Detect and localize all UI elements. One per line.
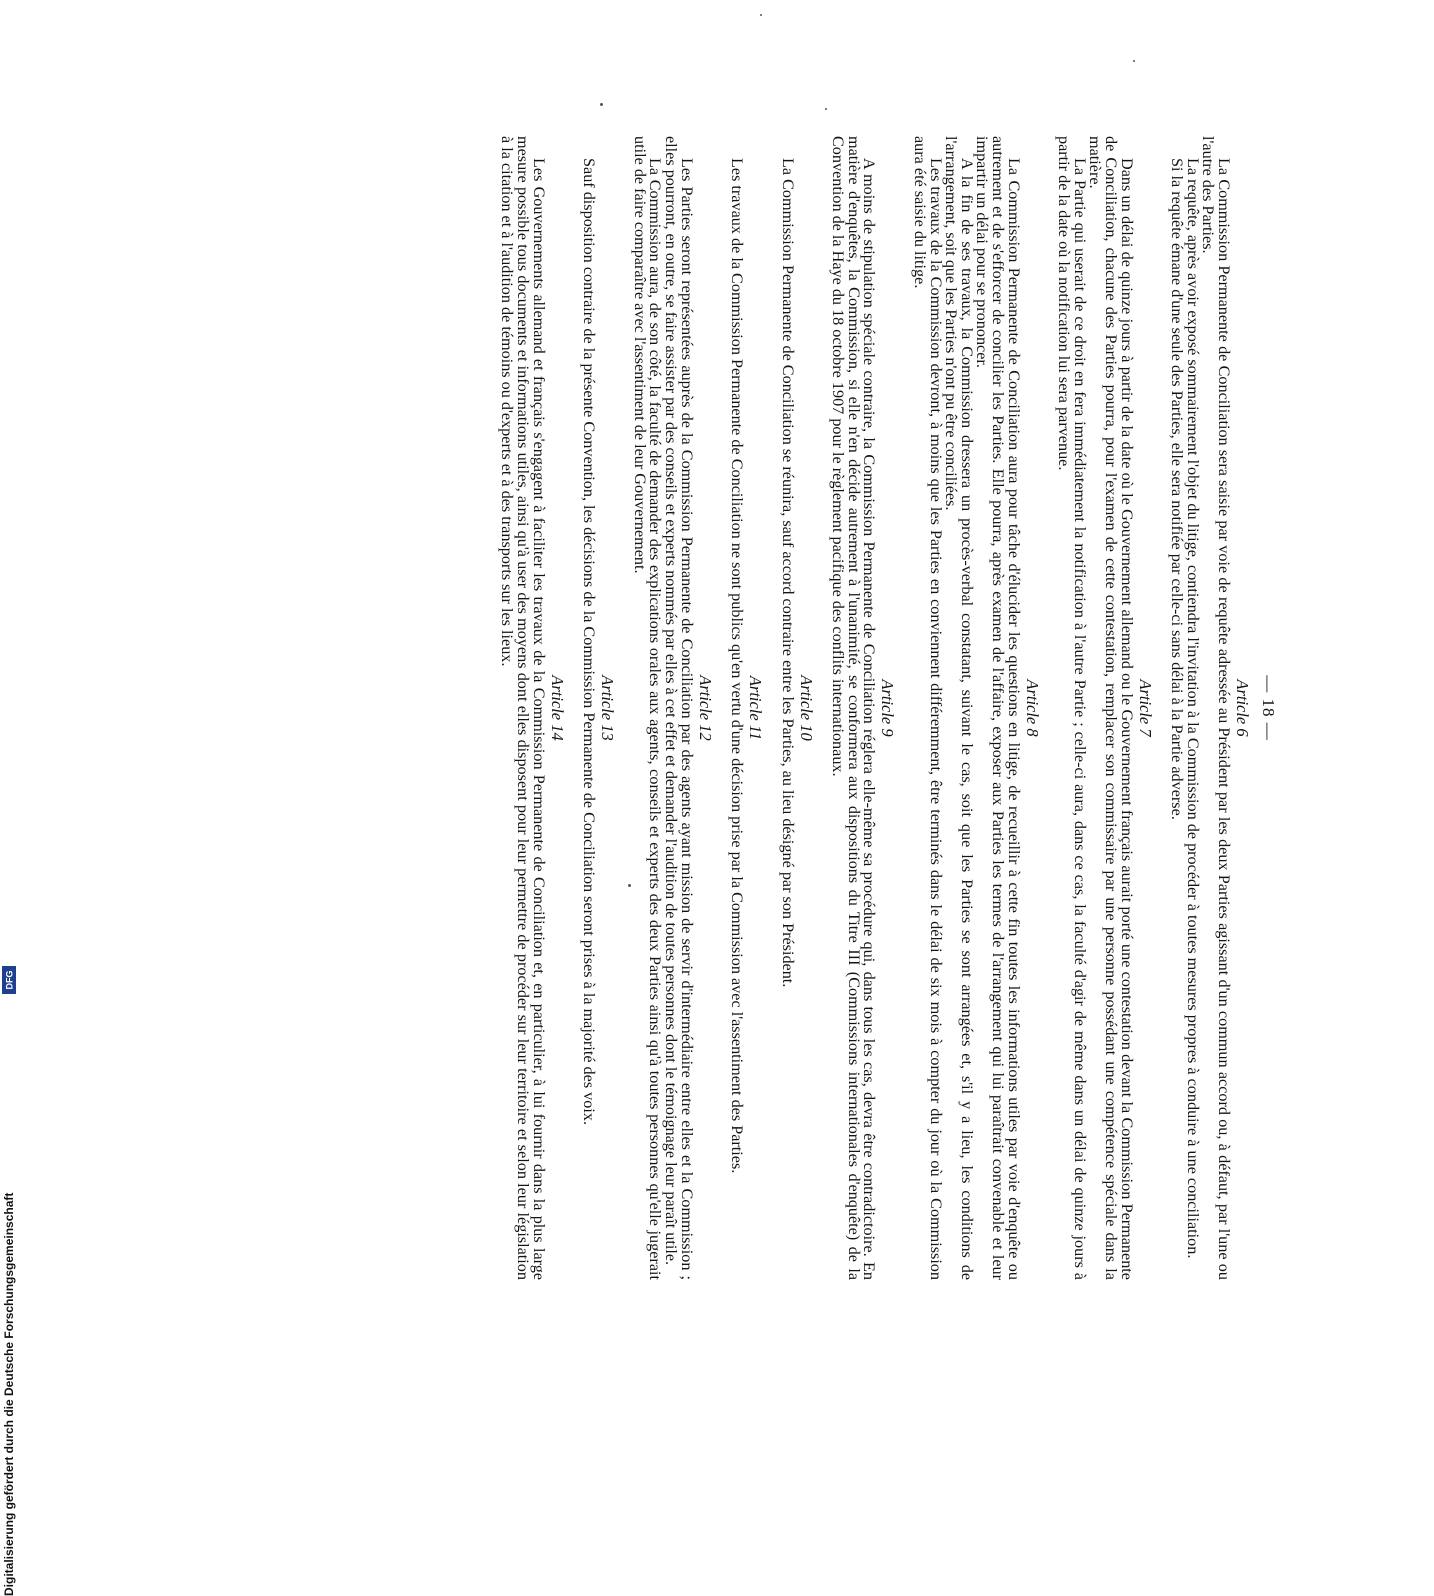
funding-notice: Digitalisierung gefördert durch die Deutsche Forschungsgemeinschaft (2, 1192, 16, 1596)
article-body (729, 136, 745, 1280)
page-number: — 18 — (1259, 675, 1278, 741)
article-title: Article 9 (878, 679, 898, 737)
scan-speck (825, 108, 827, 110)
paragraph: La requête, après avoir exposé sommairement l'objet du litige, contiendra l'invitation à la Commission de procéder à toutes mesures propres à conduire à une conciliation. (1183, 158, 1202, 1259)
paragraph: Dans un délai de quinze jours à partir de la date où le Gouvernement allemand ou le Gouvernement français aurait porté une contestation devant la Commission Permanente de Conciliation, chacune des Parties pourra, pour l'examen de cette contestation, remplacer son commissaire par une personne possédant une compétence spéciale dans la matière. (1086, 136, 1136, 1280)
paragraph: La Commission Permanente de Conciliation aura pour tâche d'élucider les questions en litige, de recueillir à cette fin toutes les informations utiles par voie d'enquête ou autrement et de s'efforcer de concilier les Parties. Elle pourra, après examen de l'affaire, exposer aux Parties les termes de l'arrangement qui lui paraîtrait convenable et leur impartir un délai pour se prononcer. (973, 136, 1023, 1280)
paragraph: La Commission Permanente de Conciliation sera saisie par voie de requête adressée au Président par les deux Parties agissant d'un commun accord ou, à défaut, par l'une ou l'autre des Parties. (1199, 136, 1233, 1280)
article-title: Article 6 (1233, 679, 1252, 737)
paragraph: A la fin de ses travaux, la Commission dressera un procès-verbal constatant, suivant le cas, soit que les Parties se sont arrangées et, s'il y a lieu, les conditions de l'arrangement, soit que les Parties n'ont pu être conciliées. (942, 136, 976, 1280)
paragraph: Si la requête émane d'une seule des Parties, elle sera notifiée par celle-ci sans délai à la Partie adverse. (1168, 158, 1187, 820)
paragraph: La Partie qui userait de ce droit en fera immédiatement la notification à l'autre Partie ; celle-ci aura, dans ce cas, la faculté d'agir de même dans un délai de quinze jours à partir de la date où la notification lui sera parvenue. (1055, 136, 1089, 1280)
article-title: Article 14 (547, 675, 567, 741)
article-body (630, 136, 696, 1280)
article-body (830, 136, 877, 1280)
scan-speck (600, 103, 603, 106)
article-title: Article 13 (598, 675, 618, 741)
article-title: Article 7 (1135, 679, 1155, 737)
article-title: Article 12 (695, 675, 715, 741)
article-body (779, 136, 795, 1280)
article-title: Article 10 (796, 675, 816, 741)
article-body (581, 136, 597, 1280)
paragraph: La Commission Permanente de Conciliation se réunira, sauf accord contraire entre les Parties, au lieu désigné par son Président. (778, 158, 797, 988)
paragraph: Les travaux de la Commission Permanente de Conciliation ne sont publics qu'en vertu d'une décision prise par la Commission avec l'assentiment des Parties. (728, 158, 747, 1174)
paragraph: Les Gouvernements allemand et français s'engagent à faciliter les travaux de la Commission Permanente de Conciliation et, en particulier, à lui fournir dans la plus large mesure possible tous documents et informations utiles, ainsi qu'à user des moyens dont elles disposent pour leur permettre de procéder sur leur territoire et selon leur législation à la citation et à l'audition de témoins ou d'experts et à des transports sur les lieux. (498, 136, 548, 1280)
dfg-logo (2, 966, 16, 994)
paragraph: Les travaux de la Commission devront, à moins que les Parties en conviennent différemment, être terminés dans le délai de six mois à compter du jour où la Commission aura été saisie du litige. (911, 136, 945, 1280)
article-body (912, 136, 1021, 1280)
article-body (1169, 136, 1231, 1280)
paragraph: Sauf disposition contraire de la présente Convention, les décisions de la Commission Permanente de Conciliation seront prises à la majorité des voix. (580, 158, 599, 1125)
paragraph: Les Parties seront représentées auprès de la Commission Permanente de Conciliation par des agents ayant mission de servir d'intermédiaire entre elles et la Commission ; elles pourront, en outre, se faire assister par des conseils et experts nommés par elles à cet effet et demander l'audition de toutes personnes dont le témoignage leur paraît utile. (661, 136, 696, 1280)
dfg-logo-text: DFG (4, 970, 14, 990)
article-title: Article 11 (746, 675, 766, 741)
scan-speck (1133, 60, 1135, 62)
article-body (1056, 136, 1134, 1280)
articles-container (499, 136, 1252, 1280)
article-body (499, 136, 546, 1280)
footer-strip (0, 600, 20, 1596)
document-page (150, 136, 1278, 1280)
paragraph: A moins de stipulation spéciale contraire, la Commission Permanente de Conciliation réglera elle-même sa procédure qui, dans tous les cas, devra être contradictoire. En matière d'enquêtes, la Commission, si elle n'en décide autrement à l'unanimité, se conformera aux dispositions du Titre III (Commissions internationales d'enquête) de la Convention de la Haye du 18 octobre 1907 pour le règlement pacifique des conflits internationaux. (829, 136, 879, 1280)
scan-speck (760, 14, 762, 16)
paragraph: La Commission aura, de son côté, la faculté de demander des explications orales aux agents, conseils et experts des deux Parties ainsi qu'à toutes personnes qu'elle jugerait utile de faire comparaître avec l'assentiment de leur Gouvernement. (630, 136, 665, 1280)
article-title: Article 8 (1022, 679, 1042, 737)
